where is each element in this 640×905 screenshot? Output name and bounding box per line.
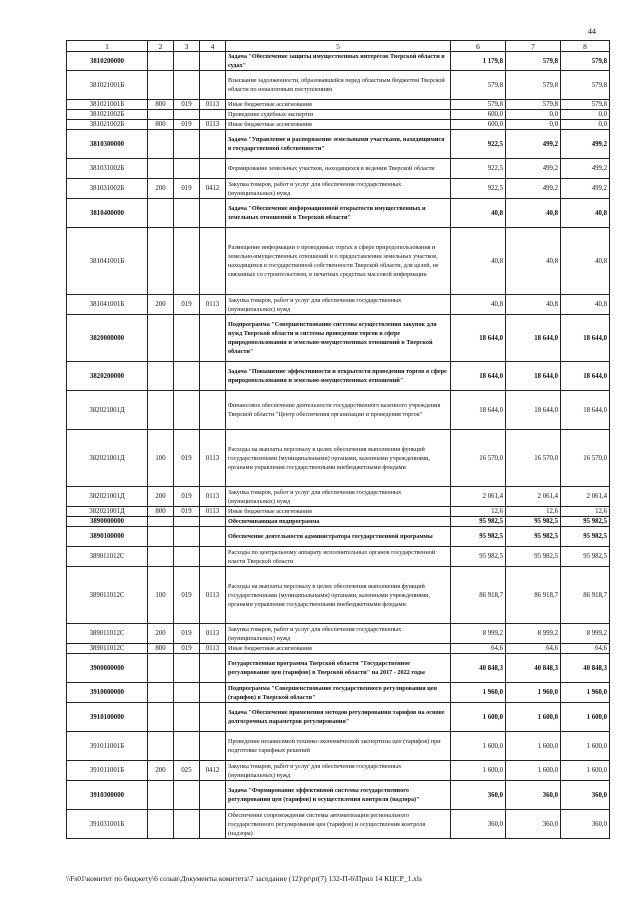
amount-2020-cell: 40,8 (451, 228, 506, 295)
code-cell: 389011012С (67, 644, 148, 654)
amount-2021-cell: 40,8 (506, 199, 561, 228)
description-cell: Закупка товаров, работ и услуг для обеспечения государственных (муниципальных) нужд (226, 624, 451, 644)
amount-2022-cell: 0,0 (561, 120, 610, 130)
amount-2021-cell: 579,8 (506, 52, 561, 71)
subsection-cell: 019 (174, 487, 200, 507)
description-cell: Иные бюджетные ассигнования (226, 507, 451, 517)
description-cell: Закупка товаров, работ и услуг для обеспечения государственных (муниципальных) нужд (226, 487, 451, 507)
amount-2021-cell: 579,8 (506, 71, 561, 100)
header-row (67, 41, 610, 52)
amount-2020-cell: 922,5 (451, 159, 506, 179)
amount-2022-cell: 0,0 (561, 110, 610, 120)
table-row (67, 517, 610, 527)
description-cell: Закупка товаров, работ и услуг для обеспечения государственных (муниципальных) нужд (226, 761, 451, 781)
amount-2020-cell: 16 570,0 (451, 430, 506, 487)
amount-2020-cell: 18 644,0 (451, 391, 506, 430)
amount-2022-cell: 40 848,3 (561, 654, 610, 683)
subsection-cell: 019 (174, 120, 200, 130)
amount-2021-cell: 360,0 (506, 810, 561, 839)
type-cell (200, 199, 226, 228)
amount-2022-cell: 8 999,2 (561, 624, 610, 644)
amount-2020-cell: 95 982,5 (451, 527, 506, 547)
file-path-footer: \\Fs01\комитет по бюджету\6 созыв\Документы комитета\7 заседание (12)\pr\pr(7) 132-П-6\Прил 14 КЦСР_1.xls (66, 874, 422, 883)
section-cell (148, 517, 174, 527)
section-cell: 200 (148, 487, 174, 507)
amount-2020-cell: 579,8 (451, 71, 506, 100)
amount-2021-cell: 1 600,0 (506, 703, 561, 732)
amount-2022-cell: 1 600,0 (561, 732, 610, 761)
type-cell: 0113 (200, 644, 226, 654)
amount-2020-cell: 360,0 (451, 781, 506, 810)
code-cell: 391031001Б (67, 810, 148, 839)
section-cell: 800 (148, 100, 174, 110)
amount-2020-cell: 1 179,8 (451, 52, 506, 71)
subsection-cell: 019 (174, 295, 200, 315)
type-cell (200, 547, 226, 567)
code-cell: 389011012С (67, 547, 148, 567)
code-cell: 391011001Б (67, 761, 148, 781)
subsection-cell: 019 (174, 100, 200, 110)
amount-2020-cell: 40,8 (451, 295, 506, 315)
description-cell: Расходы на выплаты персоналу в целях обеспечения выполнения функций государственными (муниципальными) органами, казенными учреждениями, органами управления государственными внебюджетными фондами (226, 567, 451, 624)
section-cell (148, 52, 174, 71)
type-cell (200, 159, 226, 179)
code-cell: 381041001Б (67, 228, 148, 295)
description-cell: Обеспечение сопровождения системы автоматизации регионального государственного регулирования цен (тарифов) и осуществления контроля (надзора) (226, 810, 451, 839)
amount-2021-cell: 18 644,0 (506, 315, 561, 362)
subsection-cell (174, 527, 200, 547)
table-row (67, 683, 610, 703)
table-row (67, 110, 610, 120)
amount-2022-cell: 360,0 (561, 781, 610, 810)
subsection-cell (174, 703, 200, 732)
type-cell: 0113 (200, 507, 226, 517)
section-cell: 800 (148, 644, 174, 654)
code-cell: 381021001Б (67, 71, 148, 100)
amount-2020-cell: 40,8 (451, 199, 506, 228)
description-cell: Задача "Повышение эффективности и открытости проведения торгов в сфере природопользования и земельно-имущественных отношений" (226, 362, 451, 391)
description-cell: Взыскание задолженности, образовавшейся перед областным бюджетом Тверской области по неналоговым поступлениям (226, 71, 451, 100)
table-row (67, 527, 610, 547)
code-cell: 3910000000 (67, 683, 148, 703)
amount-2022-cell: 2 061,4 (561, 487, 610, 507)
table-row (67, 228, 610, 295)
amount-2022-cell: 12,6 (561, 507, 610, 517)
subsection-cell (174, 517, 200, 527)
amount-2021-cell: 499,2 (506, 130, 561, 159)
code-cell: 3820000000 (67, 315, 148, 362)
amount-2021-cell: 499,2 (506, 159, 561, 179)
subsection-cell (174, 315, 200, 362)
table-row (67, 624, 610, 644)
amount-2021-cell: 12,6 (506, 507, 561, 517)
amount-2022-cell: 1 600,0 (561, 761, 610, 781)
amount-2020-cell: 2 061,4 (451, 487, 506, 507)
subsection-cell: 019 (174, 567, 200, 624)
table-row (67, 547, 610, 567)
amount-2020-cell: 600,0 (451, 120, 506, 130)
subsection-cell (174, 228, 200, 295)
amount-2021-cell: 64,6 (506, 644, 561, 654)
amount-2021-cell: 579,8 (506, 100, 561, 110)
section-cell (148, 391, 174, 430)
type-cell: 0113 (200, 487, 226, 507)
amount-2022-cell: 64,6 (561, 644, 610, 654)
table-row (67, 430, 610, 487)
header-cell: 1 (67, 41, 148, 52)
amount-2021-cell: 95 982,5 (506, 527, 561, 547)
header-cell: 4 (200, 41, 226, 52)
amount-2020-cell: 1 600,0 (451, 703, 506, 732)
type-cell (200, 315, 226, 362)
section-cell (148, 547, 174, 567)
code-cell: 3890100000 (67, 527, 148, 547)
amount-2022-cell: 499,2 (561, 159, 610, 179)
subsection-cell (174, 362, 200, 391)
amount-2022-cell: 1 600,0 (561, 703, 610, 732)
section-cell (148, 703, 174, 732)
table-row (67, 120, 610, 130)
description-cell: Государственная программа Тверской области "Государственное регулирование цен (тарифов) в Тверской области" на 2017 - 2022 годы (226, 654, 451, 683)
type-cell (200, 130, 226, 159)
description-cell: Иные бюджетные ассигнования (226, 100, 451, 110)
table-row (67, 810, 610, 839)
amount-2021-cell: 0,0 (506, 110, 561, 120)
amount-2022-cell: 40,8 (561, 228, 610, 295)
type-cell: 0113 (200, 624, 226, 644)
amount-2022-cell: 1 960,0 (561, 683, 610, 703)
code-cell: 3910100000 (67, 703, 148, 732)
header-cell: 2 (148, 41, 174, 52)
type-cell (200, 517, 226, 527)
type-cell (200, 52, 226, 71)
code-cell: 381021002Б (67, 110, 148, 120)
amount-2022-cell: 95 982,5 (561, 517, 610, 527)
amount-2020-cell: 922,5 (451, 179, 506, 199)
section-cell (148, 228, 174, 295)
page-number: 44 (588, 27, 596, 36)
subsection-cell (174, 810, 200, 839)
type-cell: 0412 (200, 761, 226, 781)
section-cell (148, 159, 174, 179)
amount-2020-cell: 40 848,3 (451, 654, 506, 683)
description-cell: Формирование земельных участков, находящихся в ведении Тверской области (226, 159, 451, 179)
amount-2021-cell: 1 960,0 (506, 683, 561, 703)
code-cell: 3810400000 (67, 199, 148, 228)
amount-2020-cell: 579,8 (451, 100, 506, 110)
type-cell (200, 781, 226, 810)
amount-2020-cell: 12,6 (451, 507, 506, 517)
amount-2022-cell: 95 982,5 (561, 527, 610, 547)
code-cell: 389011012С (67, 624, 148, 644)
subsection-cell: 025 (174, 761, 200, 781)
table-row (67, 644, 610, 654)
amount-2020-cell: 8 999,2 (451, 624, 506, 644)
type-cell (200, 228, 226, 295)
subsection-cell: 019 (174, 624, 200, 644)
amount-2021-cell: 18 644,0 (506, 391, 561, 430)
description-cell: Иные бюджетные ассигнования (226, 644, 451, 654)
type-cell (200, 703, 226, 732)
section-cell: 200 (148, 179, 174, 199)
description-cell: Закупка товаров, работ и услуг для обеспечения государственных (муниципальных) нужд (226, 295, 451, 315)
subsection-cell: 019 (174, 179, 200, 199)
section-cell: 800 (148, 120, 174, 130)
amount-2021-cell: 40,8 (506, 228, 561, 295)
code-cell: 381041001Б (67, 295, 148, 315)
code-cell: 3910300000 (67, 781, 148, 810)
table-row (67, 159, 610, 179)
amount-2020-cell: 95 982,5 (451, 517, 506, 527)
amount-2020-cell: 18 644,0 (451, 315, 506, 362)
amount-2021-cell: 2 061,4 (506, 487, 561, 507)
section-cell (148, 781, 174, 810)
section-cell (148, 315, 174, 362)
table-row (67, 100, 610, 110)
description-cell: Задача "Обеспечение информационной открытости имущественных и земельных отношений в Тверской области" (226, 199, 451, 228)
code-cell: 382021001Д (67, 507, 148, 517)
amount-2021-cell: 499,2 (506, 179, 561, 199)
budget-table (66, 40, 610, 839)
code-cell: 381021002Б (67, 120, 148, 130)
amount-2022-cell: 18 644,0 (561, 315, 610, 362)
subsection-cell (174, 391, 200, 430)
type-cell: 0412 (200, 179, 226, 199)
subsection-cell: 019 (174, 430, 200, 487)
table-row (67, 295, 610, 315)
section-cell (148, 654, 174, 683)
type-cell (200, 362, 226, 391)
amount-2020-cell: 95 982,5 (451, 547, 506, 567)
table-row (67, 761, 610, 781)
amount-2021-cell: 360,0 (506, 781, 561, 810)
amount-2021-cell: 95 982,5 (506, 547, 561, 567)
type-cell (200, 391, 226, 430)
table-row (67, 179, 610, 199)
section-cell (148, 362, 174, 391)
table-row (67, 567, 610, 624)
amount-2020-cell: 64,6 (451, 644, 506, 654)
type-cell: 0113 (200, 120, 226, 130)
subsection-cell (174, 130, 200, 159)
type-cell: 0113 (200, 567, 226, 624)
amount-2022-cell: 86 918,7 (561, 567, 610, 624)
description-cell: Финансовое обеспечение деятельности государственного казенного учреждения Тверской области "Центр обеспечения организации и проведения торгов" (226, 391, 451, 430)
amount-2020-cell: 1 960,0 (451, 683, 506, 703)
code-cell: 3900000000 (67, 654, 148, 683)
amount-2022-cell: 40,8 (561, 199, 610, 228)
header-cell: 3 (174, 41, 200, 52)
amount-2022-cell: 579,8 (561, 100, 610, 110)
table-row (67, 71, 610, 100)
code-cell: 382021001Д (67, 430, 148, 487)
amount-2020-cell: 1 600,0 (451, 732, 506, 761)
description-cell: Расходы на выплаты персоналу в целях обеспечения выполнения функций государственными (муниципальными) органами, казенными учреждениями, органами управления государственными внебюджетными фондами (226, 430, 451, 487)
table-row (67, 781, 610, 810)
amount-2022-cell: 18 644,0 (561, 362, 610, 391)
subsection-cell (174, 71, 200, 100)
amount-2022-cell: 499,2 (561, 179, 610, 199)
type-cell (200, 71, 226, 100)
type-cell (200, 110, 226, 120)
description-cell: Иные бюджетные ассигнования (226, 120, 451, 130)
amount-2020-cell: 922,5 (451, 130, 506, 159)
code-cell: 391011001Б (67, 732, 148, 761)
amount-2022-cell: 95 982,5 (561, 547, 610, 567)
header-cell: 6 (451, 41, 506, 52)
subsection-cell (174, 781, 200, 810)
code-cell: 382021001Д (67, 391, 148, 430)
amount-2021-cell: 8 999,2 (506, 624, 561, 644)
amount-2021-cell: 16 570,0 (506, 430, 561, 487)
code-cell: 3810300000 (67, 130, 148, 159)
table-row (67, 52, 610, 71)
amount-2022-cell: 40,8 (561, 295, 610, 315)
table-row (67, 391, 610, 430)
table-row (67, 199, 610, 228)
type-cell (200, 654, 226, 683)
amount-2020-cell: 86 918,7 (451, 567, 506, 624)
description-cell: Задача "Обеспечение применения методов регулирования тарифов на основе долгосрочных параметров регулирования" (226, 703, 451, 732)
code-cell: 382021001Д (67, 487, 148, 507)
table-row (67, 732, 610, 761)
description-cell: Проведение независимой технико-экономической экспертизы цен (тарифов) при подготовке тарифных решений (226, 732, 451, 761)
type-cell (200, 683, 226, 703)
section-cell: 100 (148, 567, 174, 624)
subsection-cell: 019 (174, 507, 200, 517)
section-cell: 800 (148, 507, 174, 517)
description-cell: Проведение судебных экспертиз (226, 110, 451, 120)
description-cell: Задача "Обеспечение защиты имущественных интересов Тверской области в судах" (226, 52, 451, 71)
type-cell (200, 732, 226, 761)
amount-2022-cell: 579,8 (561, 71, 610, 100)
code-cell: 3810200000 (67, 52, 148, 71)
table-row (67, 703, 610, 732)
description-cell: Подпрограмма "Совершенствование системы осуществления закупок для нужд Тверской области и системы проведения торгов в сфере природопользования и земельно-имущественных отношений в Тверской области" (226, 315, 451, 362)
amount-2022-cell: 360,0 (561, 810, 610, 839)
subsection-cell (174, 732, 200, 761)
table-row (67, 507, 610, 517)
table-row (67, 654, 610, 683)
description-cell: Обеспечивающая подпрограмма (226, 517, 451, 527)
subsection-cell (174, 654, 200, 683)
amount-2022-cell: 18 644,0 (561, 391, 610, 430)
description-cell: Подпрограмма "Совершенствование государственного регулирования цен (тарифов) в Тверской области" (226, 683, 451, 703)
amount-2021-cell: 18 644,0 (506, 362, 561, 391)
type-cell: 0113 (200, 295, 226, 315)
table-row (67, 487, 610, 507)
amount-2021-cell: 1 600,0 (506, 761, 561, 781)
section-cell (148, 683, 174, 703)
section-cell (148, 732, 174, 761)
subsection-cell (174, 199, 200, 228)
subsection-cell (174, 159, 200, 179)
type-cell: 0113 (200, 430, 226, 487)
description-cell: Обеспечение деятельности администратора государственной программы (226, 527, 451, 547)
section-cell: 200 (148, 295, 174, 315)
header-cell: 7 (506, 41, 561, 52)
amount-2021-cell: 1 600,0 (506, 732, 561, 761)
subsection-cell (174, 547, 200, 567)
type-cell (200, 810, 226, 839)
table-row (67, 315, 610, 362)
table-row (67, 130, 610, 159)
table-row (67, 362, 610, 391)
amount-2022-cell: 499,2 (561, 130, 610, 159)
subsection-cell (174, 110, 200, 120)
code-cell: 3820200000 (67, 362, 148, 391)
section-cell: 200 (148, 624, 174, 644)
code-cell: 381021001Б (67, 100, 148, 110)
description-cell: Расходы по центральному аппарату исполнительных органов государственной власти Тверской области (226, 547, 451, 567)
section-cell (148, 71, 174, 100)
amount-2022-cell: 16 570,0 (561, 430, 610, 487)
amount-2021-cell: 86 918,7 (506, 567, 561, 624)
code-cell: 3890000000 (67, 517, 148, 527)
amount-2021-cell: 0,0 (506, 120, 561, 130)
description-cell: Размещение информации о проводимых торгах в сфере природопользования и земельно-имущественных отношений и о предоставлении земельных участков, находящихся в государственной собственности Тверской области, для целей, не связанных со строительством, в печатных средствах массовой информации (226, 228, 451, 295)
description-cell: Задача "Формирование эффективной системы государственного регулирования цен (тарифов) и осуществления контроля (надзора)" (226, 781, 451, 810)
section-cell (148, 199, 174, 228)
amount-2020-cell: 18 644,0 (451, 362, 506, 391)
type-cell (200, 527, 226, 547)
section-cell: 100 (148, 430, 174, 487)
description-cell: Закупка товаров, работ и услуг для обеспечения государственных (муниципальных) нужд (226, 179, 451, 199)
amount-2022-cell: 579,8 (561, 52, 610, 71)
type-cell: 0113 (200, 100, 226, 110)
subsection-cell (174, 52, 200, 71)
amount-2021-cell: 40 848,3 (506, 654, 561, 683)
code-cell: 389011012С (67, 567, 148, 624)
amount-2020-cell: 360,0 (451, 810, 506, 839)
amount-2020-cell: 1 600,0 (451, 761, 506, 781)
amount-2020-cell: 600,0 (451, 110, 506, 120)
section-cell (148, 527, 174, 547)
description-cell: Задача "Управление и распоряжение земельными участками, находящимися в государственной собственности" (226, 130, 451, 159)
header-cell: 8 (561, 41, 610, 52)
code-cell: 381031002Б (67, 159, 148, 179)
amount-2021-cell: 95 982,5 (506, 517, 561, 527)
section-cell: 200 (148, 761, 174, 781)
subsection-cell: 019 (174, 644, 200, 654)
header-cell: 5 (226, 41, 451, 52)
section-cell (148, 130, 174, 159)
section-cell (148, 810, 174, 839)
code-cell: 381031002Б (67, 179, 148, 199)
section-cell (148, 110, 174, 120)
subsection-cell (174, 683, 200, 703)
amount-2021-cell: 40,8 (506, 295, 561, 315)
